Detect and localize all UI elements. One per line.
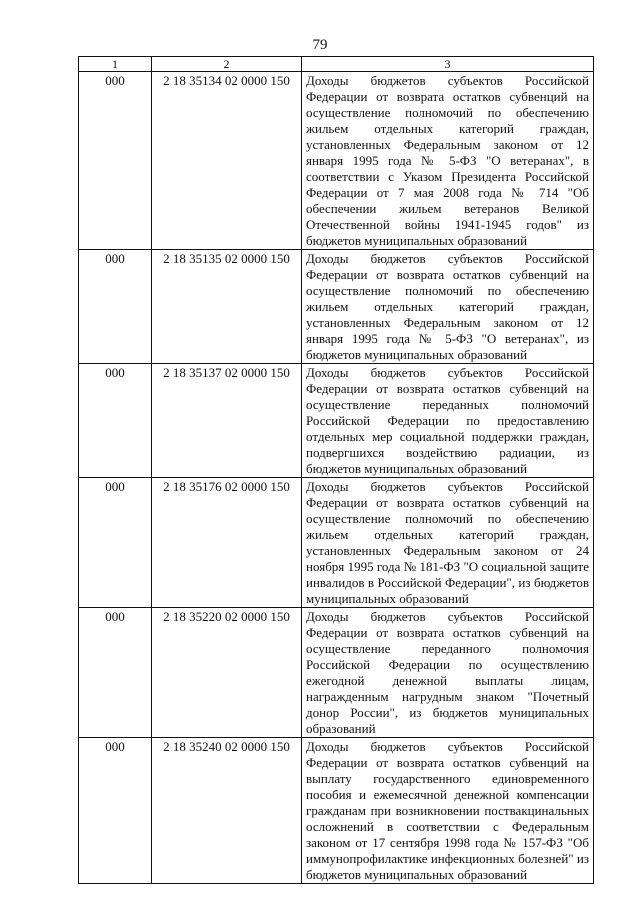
table-row [79, 478, 594, 608]
table-row [79, 738, 594, 884]
budget-code-cell: 2 18 35240 02 0000 150 [152, 738, 302, 884]
admin-code-cell: 000 [79, 608, 152, 738]
page-number: 79 [312, 37, 328, 53]
admin-code-cell: 000 [79, 478, 152, 608]
budget-code-cell: 2 18 35134 02 0000 150 [152, 72, 302, 250]
table-row [79, 72, 594, 250]
table-row [79, 250, 594, 364]
table-row [79, 364, 594, 478]
budget-code-cell: 2 18 35176 02 0000 150 [152, 478, 302, 608]
description-cell: Доходы бюджетов субъектов Российской Федерации от возврата остатков субвенций на осуществление полномочий по обеспечению жильем отдельных категорий граждан, установленных Федеральным законом от 24 ноября 1995 года № 181-ФЗ "О социальной защите инвалидов в Российской Федерации", из бюджетов муниципальных образований [302, 478, 594, 608]
admin-code-cell: 000 [79, 250, 152, 364]
budget-code-cell: 2 18 35135 02 0000 150 [152, 250, 302, 364]
table-row [79, 608, 594, 738]
column-header-3: 3 [302, 57, 594, 72]
admin-code-cell: 000 [79, 364, 152, 478]
budget-revenue-table [78, 56, 594, 884]
admin-code-cell: 000 [79, 738, 152, 884]
description-cell: Доходы бюджетов субъектов Российской Федерации от возврата остатков субвенций на осуществление переданных полномочий Российской Федерации по предоставлению отдельных мер социальной поддержки граждан, подвергшихся воздействию радиации, из бюджетов муниципальных образований [302, 364, 594, 478]
admin-code-cell: 000 [79, 72, 152, 250]
table-header-row [79, 57, 594, 72]
budget-code-cell: 2 18 35220 02 0000 150 [152, 608, 302, 738]
description-cell: Доходы бюджетов субъектов Российской Федерации от возврата остатков субвенций на выплату государственного единовременного пособия и ежемесячной денежной компенсации гражданам при возникновении поствакцинальных осложнений в соответствии с Федеральным законом от 17 сентября 1998 года № 157-ФЗ "Об иммунопрофилактике инфекционных болезней" из бюджетов муниципальных образований [302, 738, 594, 884]
description-cell: Доходы бюджетов субъектов Российской Федерации от возврата остатков субвенций на осуществление полномочий по обеспечению жильем отдельных категорий граждан, установленных Федеральным законом от 12 января 1995 года № 5-ФЗ "О ветеранах", в соответствии с Указом Президента Российской Федерации от 7 мая 2008 года № 714 "Об обеспечении жильем ветеранов Великой Отечественной войны 1941-1945 годов" из бюджетов муниципальных образований [302, 72, 594, 250]
column-header-2: 2 [152, 57, 302, 72]
description-cell: Доходы бюджетов субъектов Российской Федерации от возврата остатков субвенций на осуществление полномочий по обеспечению жильем отдельных категорий граждан, установленных Федеральным законом от 12 января 1995 года № 5-ФЗ "О ветеранах", из бюджетов муниципальных образований [302, 250, 594, 364]
budget-code-cell: 2 18 35137 02 0000 150 [152, 364, 302, 478]
description-cell: Доходы бюджетов субъектов Российской Федерации от возврата остатков субвенций на осуществление переданного полномочия Российской Федерации по осуществлению ежегодной денежной выплаты лицам, награжденным нагрудным знаком "Почетный донор России", из бюджетов муниципальных образований [302, 608, 594, 738]
column-header-1: 1 [79, 57, 152, 72]
